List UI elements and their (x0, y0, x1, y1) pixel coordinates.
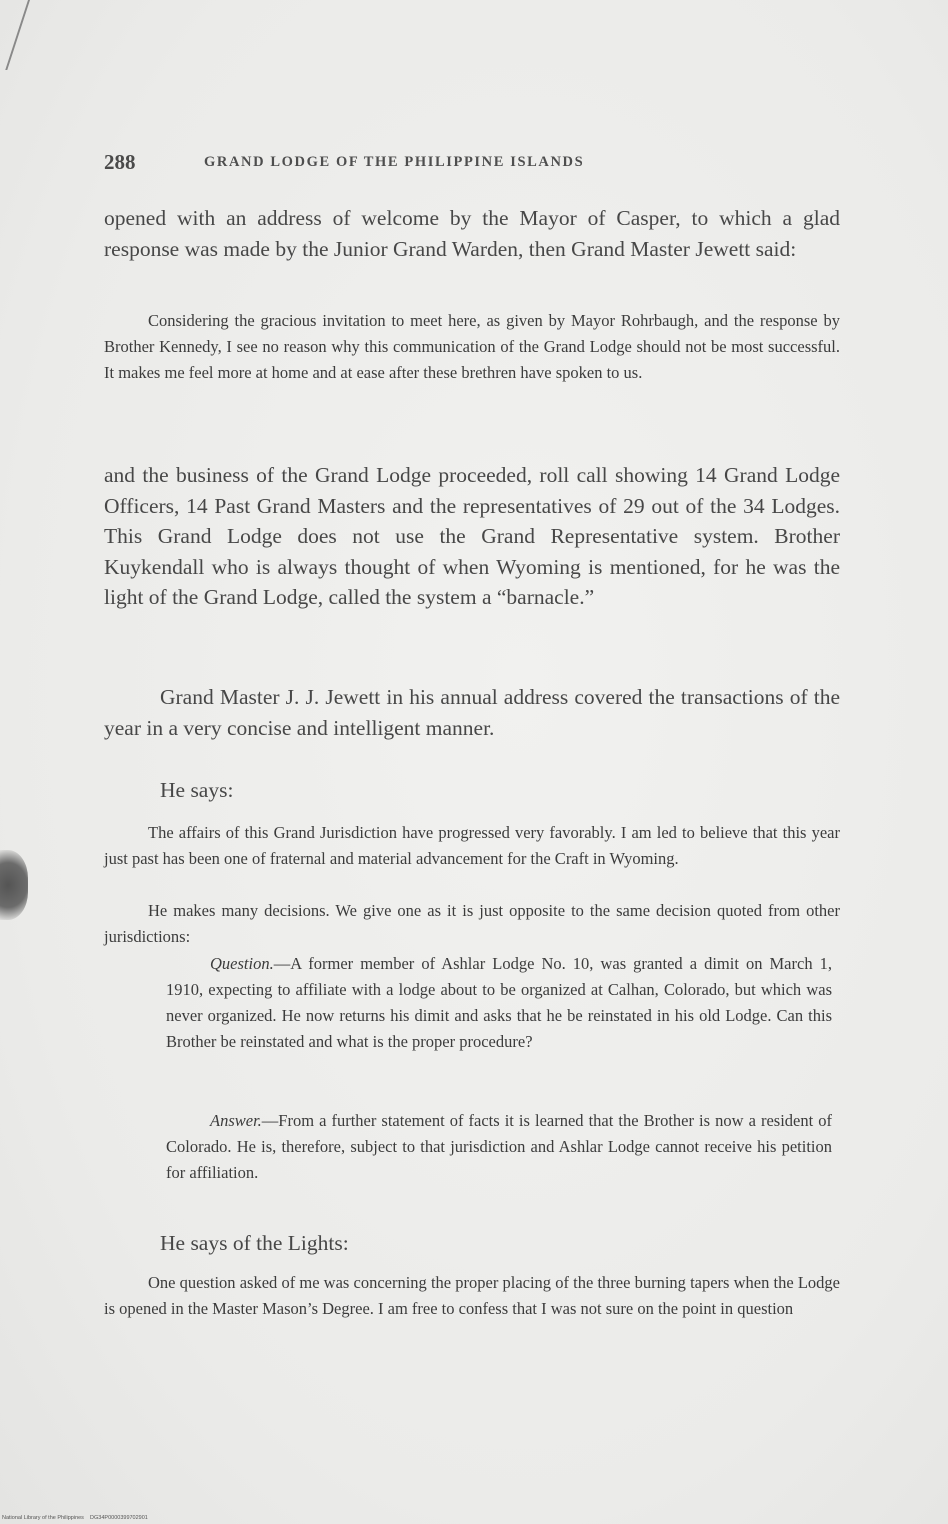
page-header (104, 150, 844, 180)
paragraph-lights: He says of the Lights: (160, 1231, 349, 1255)
page-crease-mark (0, 0, 30, 70)
thumb-smudge (0, 850, 28, 920)
quote-affairs: The affairs of this Grand Jurisdiction have progressed very favorably. I am led to believe that this year just past has been one of fraternal and material advancement for the Craft in Wyoming. (104, 823, 840, 868)
quote-lights: One question asked of me was concerning the proper placing of the three burning tapers when the Lodge is opened in the Master Mason’s Degree. I am free to confess that I was not sure on the point in question (104, 1273, 840, 1318)
decision-answer (166, 1108, 832, 1186)
paragraph-business: and the business of the Grand Lodge proceeded, roll call showing 14 Grand Lodge Officers, 14 Past Grand Masters and the representatives of 29 out of the 34 Lodges. This Grand Lodge does not use the Grand Representative system. Brother Kuykendall who is always thought of when Wyoming is mentioned, for he was the light of the Grand Lodge, called the system a “barnacle.” (104, 463, 840, 609)
question-label: Question. (210, 954, 274, 973)
page-number: 288 (104, 150, 136, 174)
answer-text: —From a further statement of facts it is learned that the Brother is now a resident of Colorado. He is, therefore, subject to that jurisdiction and Ashlar Lodge cannot receive his petition for affiliation. (166, 1111, 832, 1182)
paragraph-he-says: He says: (160, 778, 234, 802)
running-head: GRAND LODGE OF THE PHILIPPINE ISLANDS (204, 154, 585, 170)
question-text: —A former member of Ashlar Lodge No. 10, was granted a dimit on March 1, 1910, expecting to affiliate with a lodge about to be organized at Calhan, Colorado, but which was never organized. He now returns his dimit and asks that he be reinstated in his old Lodge. Can this Brother be reinstated and what is the proper procedure? (166, 954, 832, 1051)
decision-question (166, 951, 832, 1055)
paragraph-opening: opened with an address of welcome by the Mayor of Casper, to which a glad response was made by the Junior Grand Warden, then Grand Master Jewett said: (104, 206, 840, 261)
quote-decisions: He makes many decisions. We give one as it is just opposite to the same decision quoted from other jurisdictions: (104, 901, 840, 946)
answer-label: Answer. (210, 1111, 262, 1130)
quote-jewett-welcome: Considering the gracious invitation to meet here, as given by Mayor Rohrbaugh, and the response by Brother Kennedy, I see no reason why this communication of the Grand Lodge should not be most successful. It makes me feel more at home and at ease after these brethren have spoken to us. (104, 311, 840, 382)
paragraph-annual-address: Grand Master J. J. Jewett in his annual address covered the transactions of the year in a very concise and intelligent manner. (104, 685, 840, 740)
scan-source-footer: National Library of the Philippines DG34P0000399702901 (2, 1515, 148, 1521)
